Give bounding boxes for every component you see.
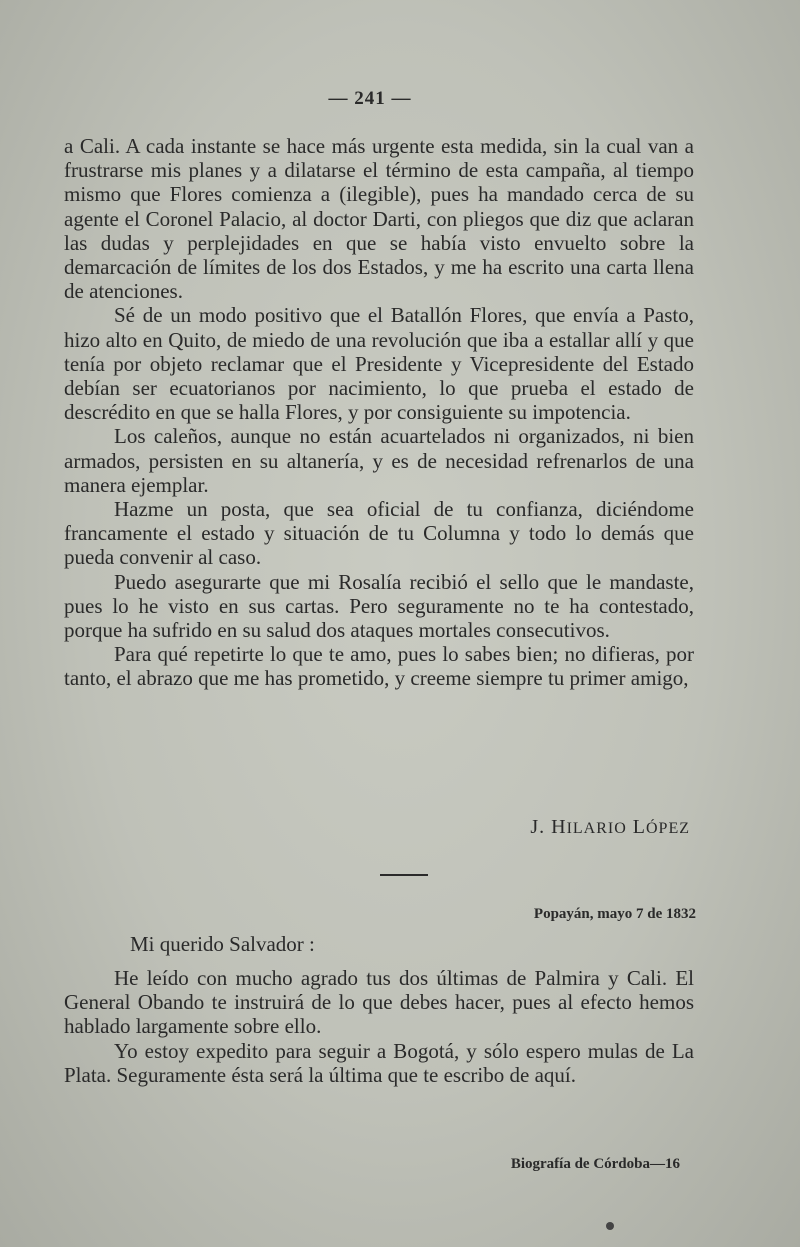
page-number: — 241 — xyxy=(328,88,412,109)
paragraph: He leído con mucho agrado tus dos últimas de Palmira y Cali. El General Obando te instruirá de lo que debes hacer, pues al efecto hemos hablado largamente sobre ello. xyxy=(64,966,694,1039)
paragraph: a Cali. A cada instante se hace más urgente esta medida, sin la cual van a frustrarse mis planes y a dilatarse el término de esta campaña, al tiempo mismo que Flores comienza a (ilegible), pues ha mandado cerca de su agente el Coronel Palacio, al doctor Darti, con pliegos que diz que aclaran las dudas y perplejidades en que se había visto envuelto sobre la demarcación de límites de los dos Estados, y me ha escrito una carta llena de atenciones. xyxy=(64,134,694,304)
signature-part: ÓPEZ xyxy=(646,820,690,837)
paragraph: Puedo asegurarte que mi Rosalía recibió el sello que le mandaste, pues lo he visto en sus cartas. Pero seguramente no te ha contestado, porque ha sufrido en su salud dos ataques mortales consecutivos. xyxy=(64,569,694,643)
letter-1-body xyxy=(64,134,694,691)
paragraph: Yo estoy expedito para seguir a Bogotá, y sólo espero mulas de La Plata. Seguramente ésta será la última que te escribo de aquí. xyxy=(64,1038,694,1087)
signature-part: ILARIO xyxy=(566,820,627,837)
signature xyxy=(380,816,690,839)
signature-part: J. H xyxy=(530,816,567,838)
paragraph: Sé de un modo positivo que el Batallón Flores, que envía a Pasto, hizo alto en Quito, de miedo de una revolución que iba a estallar allí y que tenía por objeto reclamar que el Presidente y Vicepresidente del Estado debían ser ecuatorianos por nacimiento, lo que prueba el estado de descrédito en que se halla Flores, y por consiguiente su impotencia. xyxy=(64,303,694,425)
paragraph: Hazme un posta, que sea oficial de tu confianza, diciéndome francamente el estado y situación de tu Columna y todo lo demás que pueda convenir al caso. xyxy=(64,497,694,570)
signature-part: L xyxy=(626,816,646,838)
ink-spot xyxy=(606,1222,614,1230)
letter-2-body xyxy=(64,966,694,1087)
paragraph: Los caleños, aunque no están acuartelados ni organizados, ni bien armados, persisten en su altanería, y es de necesidad refrenarlos de una manera ejemplar. xyxy=(64,424,694,497)
section-divider xyxy=(380,874,428,876)
salutation: Mi querido Salvador : xyxy=(130,932,315,956)
signature-mark: Biografía de Córdoba—16 xyxy=(510,1156,680,1172)
paragraph: Para qué repetirte lo que te amo, pues lo sabes bien; no difieras, por tanto, el abrazo que me has prometido, y creeme siempre tu primer amigo, xyxy=(64,642,694,691)
dateline: Popayán, mayo 7 de 1832 xyxy=(533,906,696,922)
